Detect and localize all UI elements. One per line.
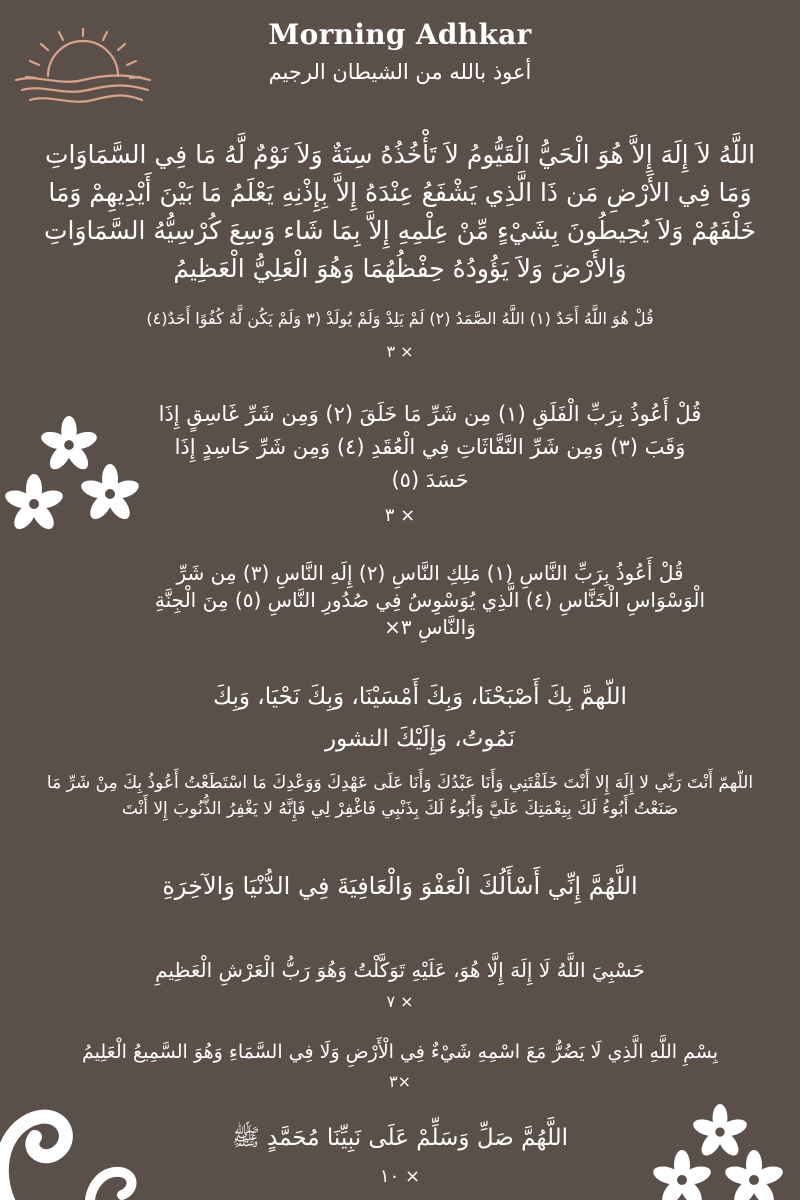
morning-dua-text: اللّهمَّ بِكَ أَصْبَحْنَا، وَبِكَ أَمْسَيْنَا، وَبِكَ نَحْيَا، وَبِكَ نَمُوتُ، وَإِلَيْكَ النشور [213, 684, 627, 752]
afiya-dua-text: اللَّهُمَّ إِنِّي أَسْأَلُكَ الْعَفْوَ وَالْعَافِيَةَ فِي الدُّنْيَا وَالآخِرَةِ [162, 872, 638, 900]
surah-falaq-count: ٣ × [384, 505, 416, 526]
surah-nas-text: قُلْ أَعُوذُ بِرَبِّ النَّاسِ (١) مَلِكِ النَّاسِ (٢) إِلَهِ النَّاسِ (٣) مِن شَرِّ الْوَسْوَاسِ الْخَنَّاسِ (٤) الَّذِي يُوَسْوِسُ فِي صُدُورِ النَّاسِ (٥) مِنَ الْجِنَّةِ وَالنَّاسِ ٣× [154, 561, 706, 639]
page-subtitle: أعوذ بالله من الشيطان الرجيم [268, 60, 532, 84]
bismillah-dua-count: ٣× [389, 1072, 411, 1091]
salawat-text: اللَّهُمَّ صَلِّ وَسَلِّمْ عَلَى نَبِيِّنَا مُحَمَّدٍ ﷺ [231, 1125, 569, 1151]
surah-ikhlas-text: قُلْ هُوَ اللَّهُ أَحَدٌ (١) اللَّهُ الصَّمَدُ (٢) لَمْ يَلِدْ وَلَمْ يُولَدْ (٣ وَلَمْ يَكُن لَّهُ كُفُوًا أَحَدٌ(٤) [146, 309, 654, 328]
surah-ikhlas-count: ٣ × [386, 342, 414, 361]
salawat-count: ١٠ × [379, 1166, 421, 1187]
bismillah-dua-text: بِسْمِ اللَّهِ الَّذِي لَا يَضُرُّ مَعَ اسْمِهِ شَيْءٌ فِي الْأَرْضِ وَلَا فِي السَّمَاءِ وَهُوَ السَّمِيعُ الْعَلِيمُ [82, 1041, 718, 1063]
hasbiya-allah-text: حَسْبِيَ اللَّهُ لَا إِلَهَ إِلَّا هُوَ، عَلَيْهِ تَوَكَّلْتُ وَهُوَ رَبُّ الْعَرْشِ الْعَظِيمِ [155, 958, 645, 982]
surah-falaq-text: قُلْ أَعُوذُ بِرَبِّ الْفَلَقِ (١) مِن شَرِّ مَا خَلَقَ (٢) وَمِن شَرِّ غَاسِقٍ إِذَا وَقَبَ (٣) وَمِن شَرِّ النَّفَّاثَاتِ فِي الْعُقَدِ (٤) وَمِن شَرِّ حَاسِدٍ إِذَا حَسَدَ (٥) [158, 402, 702, 492]
page-title: Morning Adhkar [268, 18, 532, 51]
hasbiya-allah-count: ٧ × [386, 992, 414, 1011]
ayat-al-kursi-text: اللَّهُ لاَ إِلَهَ إِلاَّ هُوَ الْحَيُّ الْقَيُّومُ لاَ تَأْخُذُهُ سِنَةٌ وَلاَ نَوْمٌ لَّهُ مَا فِي السَّمَاوَاتِ وَمَا فِي الأَرْضِ مَن ذَا الَّذِي يَشْفَعُ عِنْدَهُ إِلاَّ بِإِذْنِهِ يَعْلَمُ مَا بَيْنَ أَيْدِيهِمْ وَمَا خَلْفَهُمْ وَلاَ يُحِيطُونَ بِشَيْءٍ مِّنْ عِلْمِهِ إِلاَّ بِمَا شَاء وَسِعَ كُرْسِيُّهُ السَّمَاوَاتِ وَالأَرْضَ وَلاَ يَؤُودُهُ حِفْظُهُمَا وَهُوَ الْعَلِيُّ الْعَظِيمُ [44, 140, 756, 283]
sayyid-al-istighfar-text: اللّهمّ أَنْتَ رَبِّي لا إِلَهَ إِلا أَنْتَ خَلَقْتَنِي وَأَنَا عَبْدُكَ وَأَنَا عَلَى عَهْدِكَ وَوَعْدِكَ مَا اسْتَطَعْتُ أَعُوذُ بِكَ مِنْ شَرِّ مَا صَنَعْتُ أَبُوءُ لَكَ بِنِعْمَتِكَ عَلَيَّ وَأَبُوءُ لَكَ بِذَنْبِي فَاغْفِرْ لِي فَإِنَّهُ لا يَغْفِرُ الذُّنُوبَ إِلا أَنْتَ [46, 773, 754, 819]
